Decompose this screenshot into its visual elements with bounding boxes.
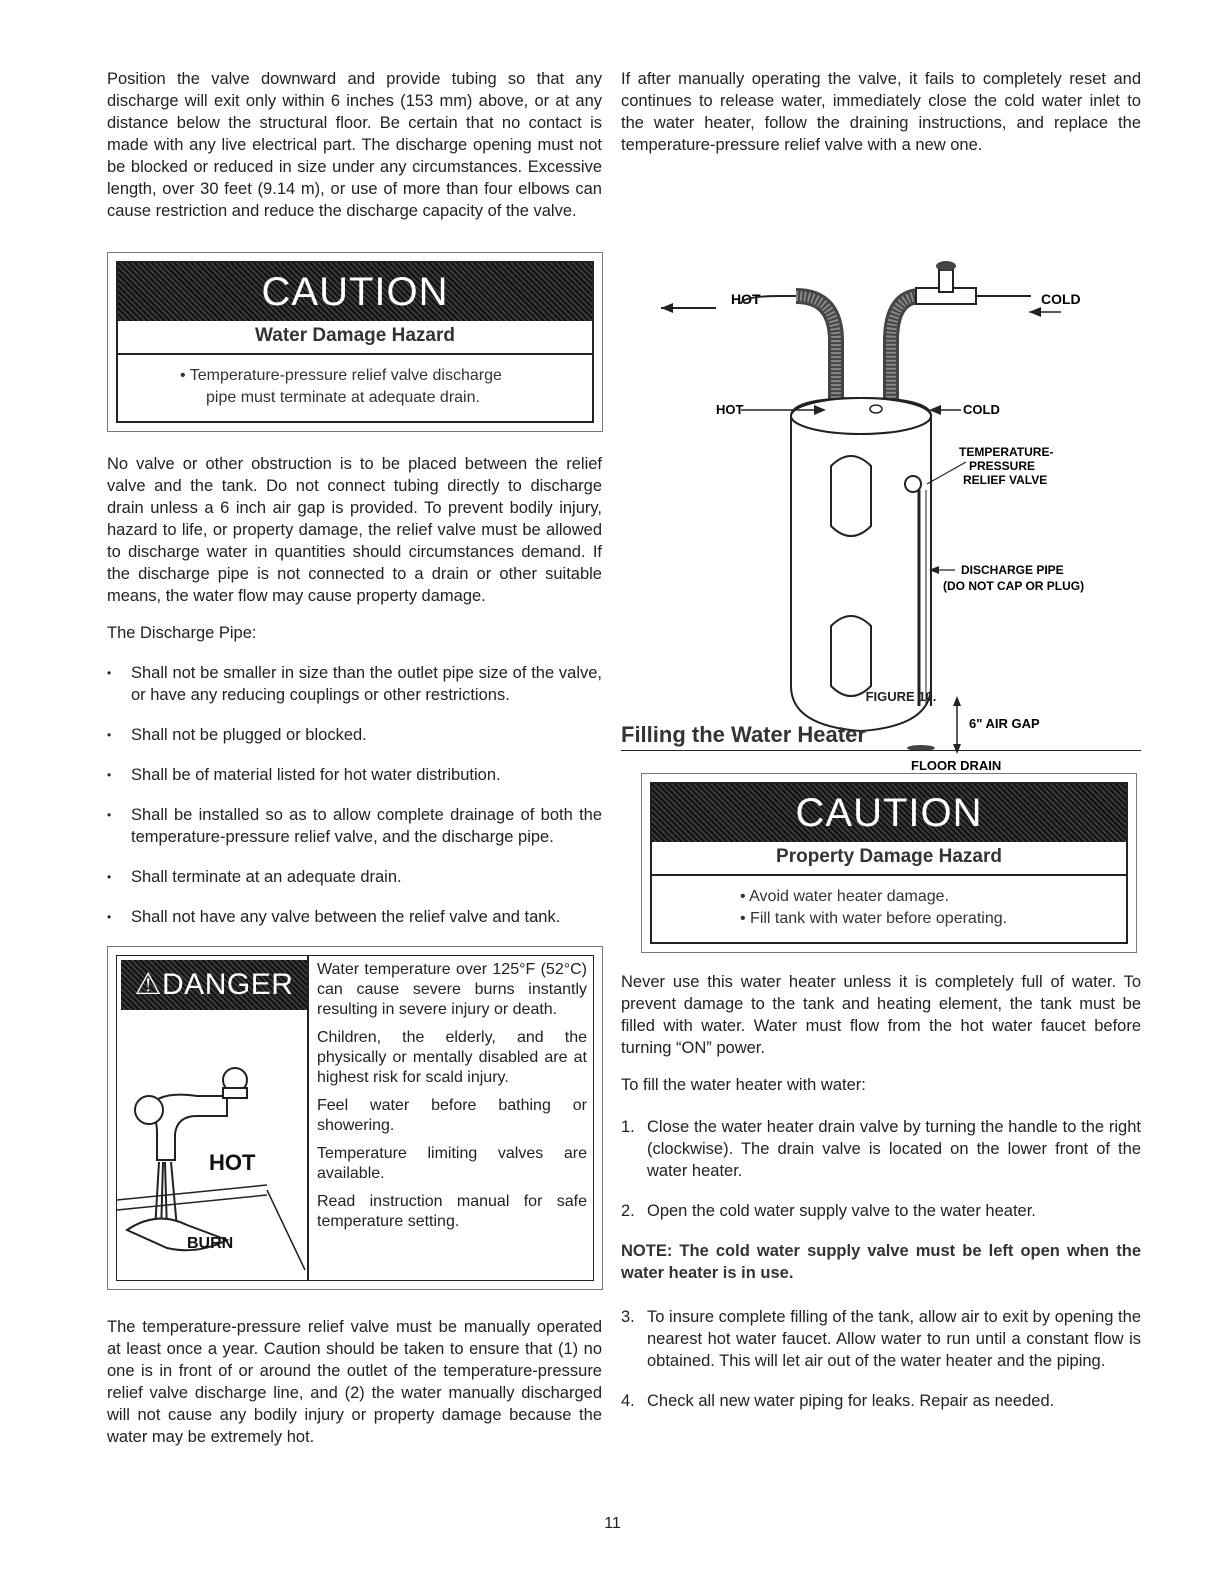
- discharge-label: (DO NOT CAP OR PLUG): [943, 579, 1085, 593]
- tp-label: TEMPERATURE-: [959, 445, 1054, 459]
- airgap-label: 6" AIR GAP: [969, 716, 1040, 731]
- list-item: 2. Open the cold water supply valve to the water heater.: [621, 1202, 1036, 1220]
- hazard-title: Property Damage Hazard: [652, 842, 1126, 876]
- list-item: 3. To insure complete filling of the tank, allow air to exit by opening the nearest hot water faucet. Allow water to run until a constant flow is obtained. This will let air out of the water heater and the piping.: [621, 1308, 1141, 1370]
- danger-text: Read instruction manual for safe temperature setting.: [317, 1193, 587, 1230]
- hazard-title: Water Damage Hazard: [118, 321, 592, 355]
- caution-word: CAUTION: [261, 270, 449, 314]
- hot-label: HOT: [716, 402, 744, 417]
- section-heading: [621, 724, 1141, 751]
- tp-label: RELIEF VALVE: [963, 473, 1048, 487]
- caution-box: [107, 252, 603, 432]
- section-title: Filling the Water Heater: [621, 722, 866, 747]
- figure-caption: FIGURE 10.: [865, 689, 937, 704]
- discharge-label: DISCHARGE PIPE: [961, 563, 1064, 577]
- cold-top-label: COLD: [1041, 291, 1081, 307]
- paragraph: No valve or other obstruction is to be placed between the relief valve and the tank. Do not connect tubing directly to discharge drain unless a 6 inch air gap is provided. To prevent bodily injury, hazard to life, or property damage, the relief valve must be allowed to discharge water in quantities should circumstances demand. If the discharge pipe is not connected to a drain or other suitable means, the water flow may cause property damage.: [107, 455, 602, 605]
- list-item: 1. Close the water heater drain valve by turning the handle to the right (clockwise). The drain valve is located on the lower front of the water heater.: [621, 1118, 1141, 1180]
- hot-top-label: HOT: [731, 291, 761, 307]
- burn-label: BURN: [187, 1235, 234, 1252]
- paragraph: The temperature-pressure relief valve must be manually operated at least once a year. Caution should be taken to ensure that (1) no one is in front of or around the outlet of the temperature-pressure relief valve discharge line, and (2) the water manually discharged will not cause any bodily injury or property damage because the water may be extremely hot.: [107, 1318, 602, 1446]
- caution-text: • Avoid water heater damage.: [740, 888, 949, 905]
- danger-text: Temperature limiting valves are available.: [317, 1145, 587, 1182]
- danger-box: [107, 946, 603, 1290]
- danger-text: Feel water before bathing or showering.: [317, 1097, 587, 1134]
- hot-label: HOT: [209, 1150, 256, 1175]
- bullet-list: [107, 662, 602, 928]
- list-item: • Shall be of material listed for hot water distribution.: [107, 766, 501, 784]
- list-item: • Shall be installed so as to allow complete drainage of both the temperature-pressure relief valve, and the discharge pipe.: [107, 806, 602, 846]
- paragraph: To fill the water heater with water:: [621, 1076, 866, 1094]
- paragraph: Position the valve downward and provide tubing so that any discharge will exit only within 6 inches (153 mm) above, or at any distance below the structural floor. Be certain that no contact is made with any live electrical part. The discharge opening must not be blocked or reduced in size under any circumstances. Excessive length, over 30 feet (9.14 m), or use of more than four elbows can cause restriction and reduce the discharge capacity of the valve.: [107, 70, 602, 220]
- list-item: • Shall not be plugged or blocked.: [107, 726, 367, 744]
- list-item: 4. Check all new water piping for leaks. Repair as needed.: [621, 1392, 1055, 1410]
- cold-label: COLD: [963, 402, 1000, 417]
- caution-text: • Temperature-pressure relief valve discharge: [180, 367, 502, 384]
- note-text: NOTE: The cold water supply valve must be left open when the water heater is in use.: [621, 1242, 1141, 1282]
- right-column-lower: [621, 686, 1141, 1430]
- page-number: 11: [604, 1515, 621, 1532]
- caution-box: [641, 773, 1137, 953]
- list-item: • Shall terminate at an adequate drain.: [107, 868, 402, 886]
- list-item: • Shall not have any valve between the relief valve and tank.: [107, 908, 561, 926]
- caution-word: CAUTION: [795, 791, 983, 835]
- caution-banner: [652, 784, 1126, 842]
- caution-text: • Fill tank with water before operating.: [740, 910, 1008, 927]
- left-column: [107, 68, 602, 1448]
- danger-text: Children, the elderly, and the physically or mentally disabled are at highest risk for scald injury.: [317, 1029, 587, 1086]
- caution-text: pipe must terminate at adequate drain.: [206, 389, 480, 406]
- tp-label: PRESSURE: [969, 459, 1036, 473]
- paragraph: The Discharge Pipe:: [107, 624, 257, 642]
- danger-text: Water temperature over 125°F (52°C) can cause severe burns instantly resulting in severe injury or death.: [317, 961, 587, 1018]
- danger-banner: ⚠DANGER: [121, 960, 307, 1010]
- list-item: • Shall not be smaller in size than the outlet pipe size of the valve, or have any reducing couplings or other restrictions.: [107, 664, 602, 704]
- floor-drain-label: FLOOR DRAIN: [911, 758, 1002, 773]
- scald-faucet-illustration: [117, 1010, 305, 1280]
- caution-banner: [118, 263, 592, 321]
- paragraph: If after manually operating the valve, it fails to completely reset and continues to release water, immediately close the cold water inlet to the water heater, follow the draining instructions, and replace the temperature-pressure relief valve with a new one.: [621, 70, 1141, 154]
- paragraph: Never use this water heater unless it is completely full of water. To prevent damage to the tank and heating element, the tank must be filled with water. Water must flow from the hot water faucet before turning “ON” power.: [621, 973, 1141, 1057]
